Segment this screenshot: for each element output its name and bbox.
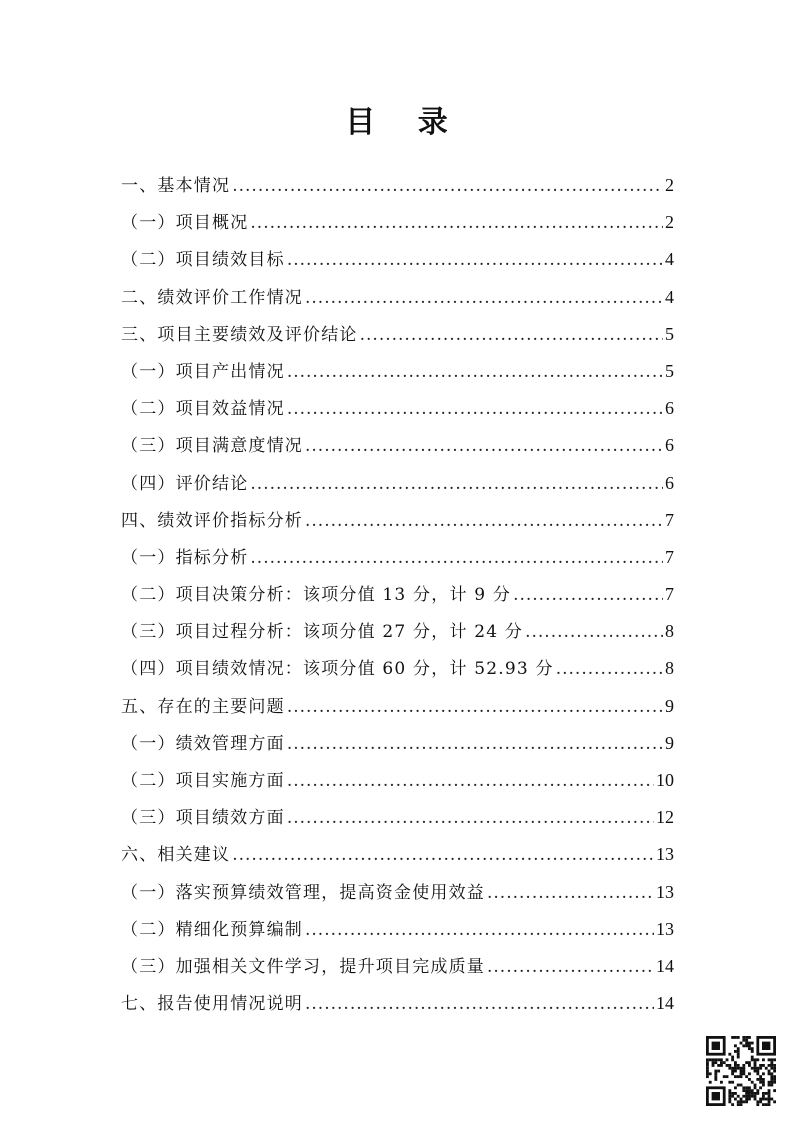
toc-entry[interactable] xyxy=(121,353,674,390)
toc-entry[interactable] xyxy=(121,650,674,687)
toc-page-number: 13 xyxy=(656,918,674,939)
toc-dot-leader xyxy=(250,205,663,242)
toc-entry-title: （一）绩效管理方面 xyxy=(121,733,285,754)
toc-page-number: 6 xyxy=(665,472,674,493)
toc-entry[interactable] xyxy=(121,390,674,427)
toc-entry-title: （三）项目过程分析：该项分值 27 分，计 24 分 xyxy=(121,622,524,643)
toc-entry-title: （三）加强相关文件学习，提升项目完成质量 xyxy=(121,956,485,977)
toc-dot-leader xyxy=(287,800,654,837)
toc-dot-leader xyxy=(232,168,663,205)
toc-page-number: 5 xyxy=(665,360,674,381)
table-of-contents xyxy=(121,167,674,1022)
toc-dot-leader xyxy=(487,949,654,986)
toc-entry[interactable] xyxy=(121,241,674,278)
toc-dot-leader xyxy=(525,614,663,651)
toc-entry-title: （一）项目概况 xyxy=(121,213,249,234)
toc-entry[interactable] xyxy=(121,613,674,650)
toc-entry-title: （四）项目绩效情况：该项分值 60 分，计 52.93 分 xyxy=(121,659,554,680)
toc-page-number: 6 xyxy=(665,398,674,419)
toc-page-number: 7 xyxy=(665,584,674,605)
toc-entry-title: 四、绩效评价指标分析 xyxy=(121,510,303,531)
toc-entry-title: （二）精细化预算编制 xyxy=(121,919,303,940)
toc-page-number: 2 xyxy=(665,175,674,195)
toc-dot-leader xyxy=(487,875,654,912)
toc-entry[interactable] xyxy=(121,465,674,502)
toc-entry-title: （一）指标分析 xyxy=(121,547,249,568)
toc-page-number: 5 xyxy=(665,323,674,344)
toc-entry[interactable] xyxy=(121,799,674,836)
toc-page-number: 2 xyxy=(665,212,674,233)
toc-entry[interactable] xyxy=(121,539,674,576)
toc-page-number: 13 xyxy=(656,881,674,902)
toc-entry[interactable] xyxy=(121,911,674,948)
toc-dot-leader xyxy=(305,503,663,540)
page-title: 目 录 xyxy=(345,105,464,140)
toc-dot-leader xyxy=(305,986,654,1023)
toc-dot-leader xyxy=(287,689,663,726)
toc-entry[interactable] xyxy=(121,985,674,1022)
toc-page-number: 6 xyxy=(665,435,674,456)
toc-entry[interactable] xyxy=(121,688,674,725)
toc-dot-leader xyxy=(305,912,654,949)
toc-dot-leader xyxy=(305,280,663,317)
toc-entry[interactable] xyxy=(121,762,674,799)
toc-entry-title: 五、存在的主要问题 xyxy=(121,696,285,717)
toc-entry[interactable] xyxy=(121,836,674,873)
toc-dot-leader xyxy=(287,726,663,763)
toc-entry-title: （三）项目满意度情况 xyxy=(121,436,303,457)
toc-page-number: 8 xyxy=(665,621,674,642)
toc-dot-leader xyxy=(287,391,663,428)
toc-entry[interactable] xyxy=(121,279,674,316)
toc-entry[interactable] xyxy=(121,502,674,539)
toc-dot-leader xyxy=(305,428,663,465)
toc-entry[interactable] xyxy=(121,576,674,613)
toc-page-number: 10 xyxy=(656,770,674,790)
toc-dot-leader xyxy=(250,540,663,577)
toc-dot-leader xyxy=(287,242,663,279)
toc-entry-title: 一、基本情况 xyxy=(121,176,231,196)
toc-page-number: 12 xyxy=(656,807,674,828)
toc-dot-leader xyxy=(250,466,663,503)
toc-entry[interactable] xyxy=(121,204,674,241)
toc-page-number: 4 xyxy=(665,249,674,270)
toc-entry[interactable] xyxy=(121,725,674,762)
toc-entry[interactable] xyxy=(121,167,674,204)
toc-dot-leader xyxy=(360,317,663,354)
toc-page-number: 9 xyxy=(665,695,674,716)
toc-page-number: 14 xyxy=(656,993,674,1014)
toc-dot-leader xyxy=(287,354,663,391)
toc-entry-title: （二）项目绩效目标 xyxy=(121,250,285,271)
toc-page-number: 7 xyxy=(665,546,674,567)
toc-dot-leader xyxy=(287,763,654,800)
toc-entry[interactable] xyxy=(121,427,674,464)
toc-dot-leader xyxy=(513,577,663,614)
toc-entry-title: 六、相关建议 xyxy=(121,845,231,866)
toc-entry-title: （三）项目绩效方面 xyxy=(121,808,285,829)
toc-page-number: 8 xyxy=(665,658,674,679)
toc-entry-title: 二、绩效评价工作情况 xyxy=(121,287,303,308)
toc-entry[interactable] xyxy=(121,874,674,911)
toc-dot-leader xyxy=(232,837,654,874)
toc-page-number: 9 xyxy=(665,732,674,753)
toc-entry-title: （一）落实预算绩效管理，提高资金使用效益 xyxy=(121,882,485,903)
toc-page-number: 4 xyxy=(665,286,674,307)
toc-entry[interactable] xyxy=(121,948,674,985)
toc-page-number: 14 xyxy=(656,955,674,976)
toc-page-number: 7 xyxy=(665,509,674,530)
toc-entry-title: （二）项目效益情况 xyxy=(121,399,285,420)
qr-code-icon xyxy=(706,1036,776,1106)
toc-entry-title: （一）项目产出情况 xyxy=(121,361,285,382)
toc-entry-title: （四）评价结论 xyxy=(121,473,249,494)
toc-entry-title: （二）项目实施方面 xyxy=(121,771,285,791)
toc-entry-title: 三、项目主要绩效及评价结论 xyxy=(121,324,358,345)
toc-entry-title: （二）项目决策分析：该项分值 13 分，计 9 分 xyxy=(121,585,512,606)
toc-dot-leader xyxy=(556,651,663,688)
toc-entry-title: 七、报告使用情况说明 xyxy=(121,994,303,1015)
toc-entry[interactable] xyxy=(121,316,674,353)
toc-page-number: 13 xyxy=(656,844,674,865)
